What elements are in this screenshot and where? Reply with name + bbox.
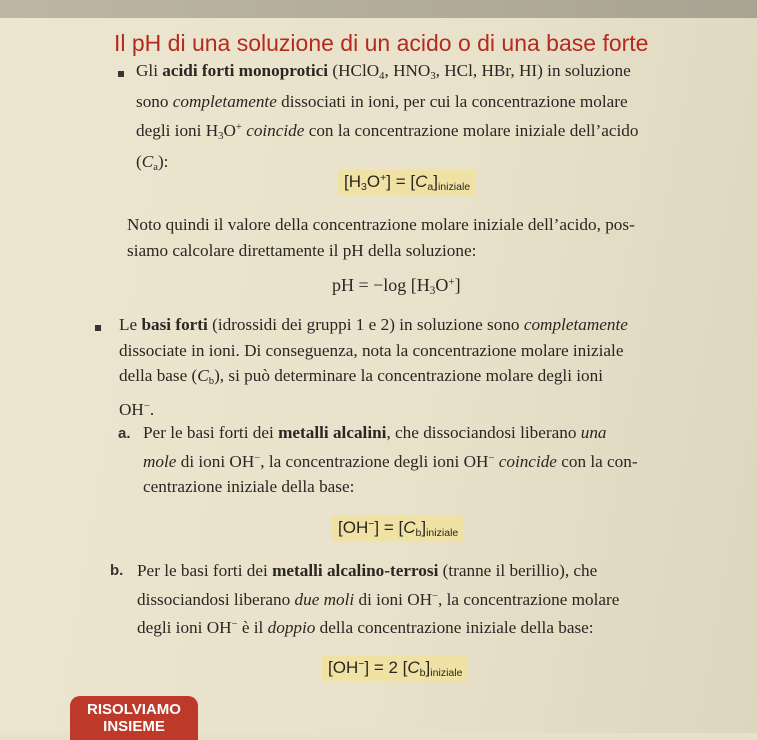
- text-segment: dissociati in ioni, per cui la concentrazione molare: [276, 92, 628, 112]
- emphasis-mole: mole: [143, 451, 177, 471]
- superscript: −: [432, 590, 439, 602]
- bases-line-4: [119, 394, 739, 422]
- superscript: −: [143, 401, 150, 413]
- bullet-marker-bases: [95, 325, 101, 331]
- item-a-line-2: [143, 446, 743, 474]
- term-basi-forti: basi forti: [141, 315, 208, 334]
- text-segment: , che dissociandosi liberano: [386, 423, 581, 442]
- bases-line-2: dissociate in ioni. Di conseguenza, nota la concentrazione molare iniziale: [119, 340, 624, 360]
- formula-oh-equals-2cb: [322, 656, 468, 681]
- text-segment: con la con-: [556, 451, 638, 471]
- text-segment: ):: [157, 152, 169, 172]
- symbol-c: C: [407, 658, 420, 677]
- superscript: −: [488, 452, 495, 464]
- text-segment: Gli: [136, 61, 163, 80]
- text-segment: Per le basi forti dei: [137, 561, 273, 580]
- subscript: 3: [218, 130, 224, 142]
- formula-part: ] = [: [374, 518, 404, 537]
- formula-part: ]: [421, 518, 427, 537]
- superscript: −: [231, 618, 238, 630]
- emphasis-coincide: coincide: [498, 451, 557, 471]
- emphasis-coincide: coincide: [246, 120, 305, 140]
- acids-line-3: [136, 115, 736, 149]
- term-metalli-alcalini: metalli alcalini: [278, 423, 387, 442]
- symbol-c: C: [415, 172, 428, 191]
- text-segment: , la concentrazione molare: [438, 589, 620, 609]
- subscript: a: [153, 162, 158, 174]
- acids-line-1: [136, 58, 736, 89]
- symbol-c: C: [403, 518, 416, 537]
- emphasis-completamente: completamente: [523, 315, 628, 334]
- subscript-iniziale: iniziale: [426, 526, 459, 539]
- formula-part: ]: [433, 172, 438, 191]
- text-segment: O: [223, 120, 236, 140]
- subscript: 3: [430, 70, 436, 82]
- subscript-iniziale: iniziale: [430, 666, 463, 679]
- text-segment: (HClO: [328, 61, 380, 80]
- subscript: 3: [429, 285, 436, 298]
- text-segment: .: [149, 400, 155, 420]
- superscript: +: [448, 275, 455, 288]
- formula-part: pH = −log [H: [332, 275, 430, 295]
- list-item-a: [143, 420, 743, 499]
- text-segment: con la concentrazione molare iniziale dell’acido: [304, 120, 639, 140]
- text-segment: è il: [237, 617, 268, 637]
- subscript: 3: [361, 180, 367, 193]
- emphasis-una: una: [580, 423, 607, 442]
- note-line-2: siamo calcolare direttamente il pH della soluzione:: [127, 240, 477, 260]
- badge-line-2: INSIEME: [103, 718, 165, 735]
- list-marker-b: b.: [110, 562, 124, 579]
- formula-part: ]: [454, 275, 461, 295]
- formula-part: ]: [425, 658, 431, 677]
- superscript: +: [380, 172, 387, 185]
- text-segment: degli ioni OH: [137, 617, 232, 637]
- note-line-1: Noto quindi il valore della concentrazione molare iniziale dell’acido, pos-: [127, 215, 635, 234]
- text-segment: (: [136, 152, 142, 172]
- subscript: b: [208, 375, 215, 387]
- text-segment: Le: [119, 315, 142, 334]
- text-segment: della concentrazione iniziale della base:: [315, 617, 594, 637]
- list-marker-a: a.: [118, 425, 131, 442]
- bases-line-3: [119, 363, 739, 394]
- emphasis-due-moli: due moli: [294, 589, 355, 609]
- item-b-line-1: [137, 558, 747, 584]
- emphasis-doppio: doppio: [267, 617, 316, 637]
- formula-part: [H: [344, 172, 361, 191]
- symbol-c: C: [141, 152, 154, 172]
- text-segment: , HNO: [384, 61, 431, 80]
- text-segment: dissociandosi liberano: [137, 589, 295, 609]
- subscript-iniziale: iniziale: [437, 180, 471, 193]
- superscript: −: [358, 658, 365, 671]
- page-top-edge: [0, 0, 757, 18]
- text-segment: , la concentrazione degli ioni OH: [260, 451, 489, 471]
- term-acidi-forti-monoprotici: acidi forti monoprotici: [162, 61, 329, 80]
- item-b-line-2: [137, 584, 747, 612]
- risolviamo-insieme-badge: [70, 696, 198, 740]
- formula-part: O: [435, 275, 449, 295]
- formula-oh-equals-cb: [332, 516, 464, 541]
- text-segment: OH: [119, 400, 144, 420]
- text-segment: di ioni OH: [354, 589, 433, 609]
- superscript: −: [254, 452, 261, 464]
- paragraph-note: [127, 212, 737, 263]
- text-segment: (tranne il berillio), che: [438, 561, 598, 580]
- text-segment: sono: [136, 92, 173, 112]
- superscript: −: [368, 518, 375, 531]
- paragraph-strong-acids: [136, 58, 736, 181]
- text-segment: degli ioni H: [136, 120, 219, 140]
- formula-part: [OH: [328, 658, 359, 677]
- subscript: a: [427, 180, 434, 193]
- formula-part: ] = [: [386, 172, 416, 191]
- text-segment: ), si può determinare la concentrazione molare degli ioni: [214, 366, 604, 385]
- emphasis-completamente: completamente: [172, 92, 277, 112]
- symbol-c: C: [197, 366, 209, 385]
- formula-part: [OH: [338, 518, 369, 537]
- formula-h3o-equals-ca: [338, 170, 476, 195]
- text-segment: della base (: [119, 366, 198, 385]
- item-a-line-1: [143, 420, 743, 446]
- item-a-line-3: centrazione iniziale della base:: [143, 476, 355, 496]
- bases-line-1: [119, 312, 739, 338]
- section-heading: Il pH di una soluzione di un acido o di una base forte: [114, 30, 649, 56]
- badge-line-1: RISOLVIAMO: [87, 701, 181, 718]
- formula-ph-log: [332, 275, 461, 297]
- subscript: b: [415, 526, 422, 539]
- formula-part: O: [366, 172, 381, 191]
- acids-line-2: [136, 89, 736, 115]
- text-segment: Per le basi forti dei: [143, 423, 279, 442]
- formula-part: ] = 2 [: [364, 658, 408, 677]
- list-item-b: [137, 558, 747, 640]
- subscript: 4: [379, 70, 385, 82]
- paragraph-strong-bases: [119, 312, 739, 423]
- text-segment: (idrossidi dei gruppi 1 e 2) in soluzione sono: [207, 315, 524, 334]
- text-segment: di ioni OH: [176, 451, 255, 471]
- bullet-marker-acids: [118, 71, 124, 77]
- text-segment: , HCl, HBr, HI) in soluzione: [435, 61, 631, 80]
- term-metalli-alcalino-terrosi: metalli alcalino-terrosi: [272, 561, 439, 580]
- subscript: b: [419, 666, 426, 679]
- item-b-line-3: [137, 612, 747, 640]
- superscript: +: [235, 121, 242, 133]
